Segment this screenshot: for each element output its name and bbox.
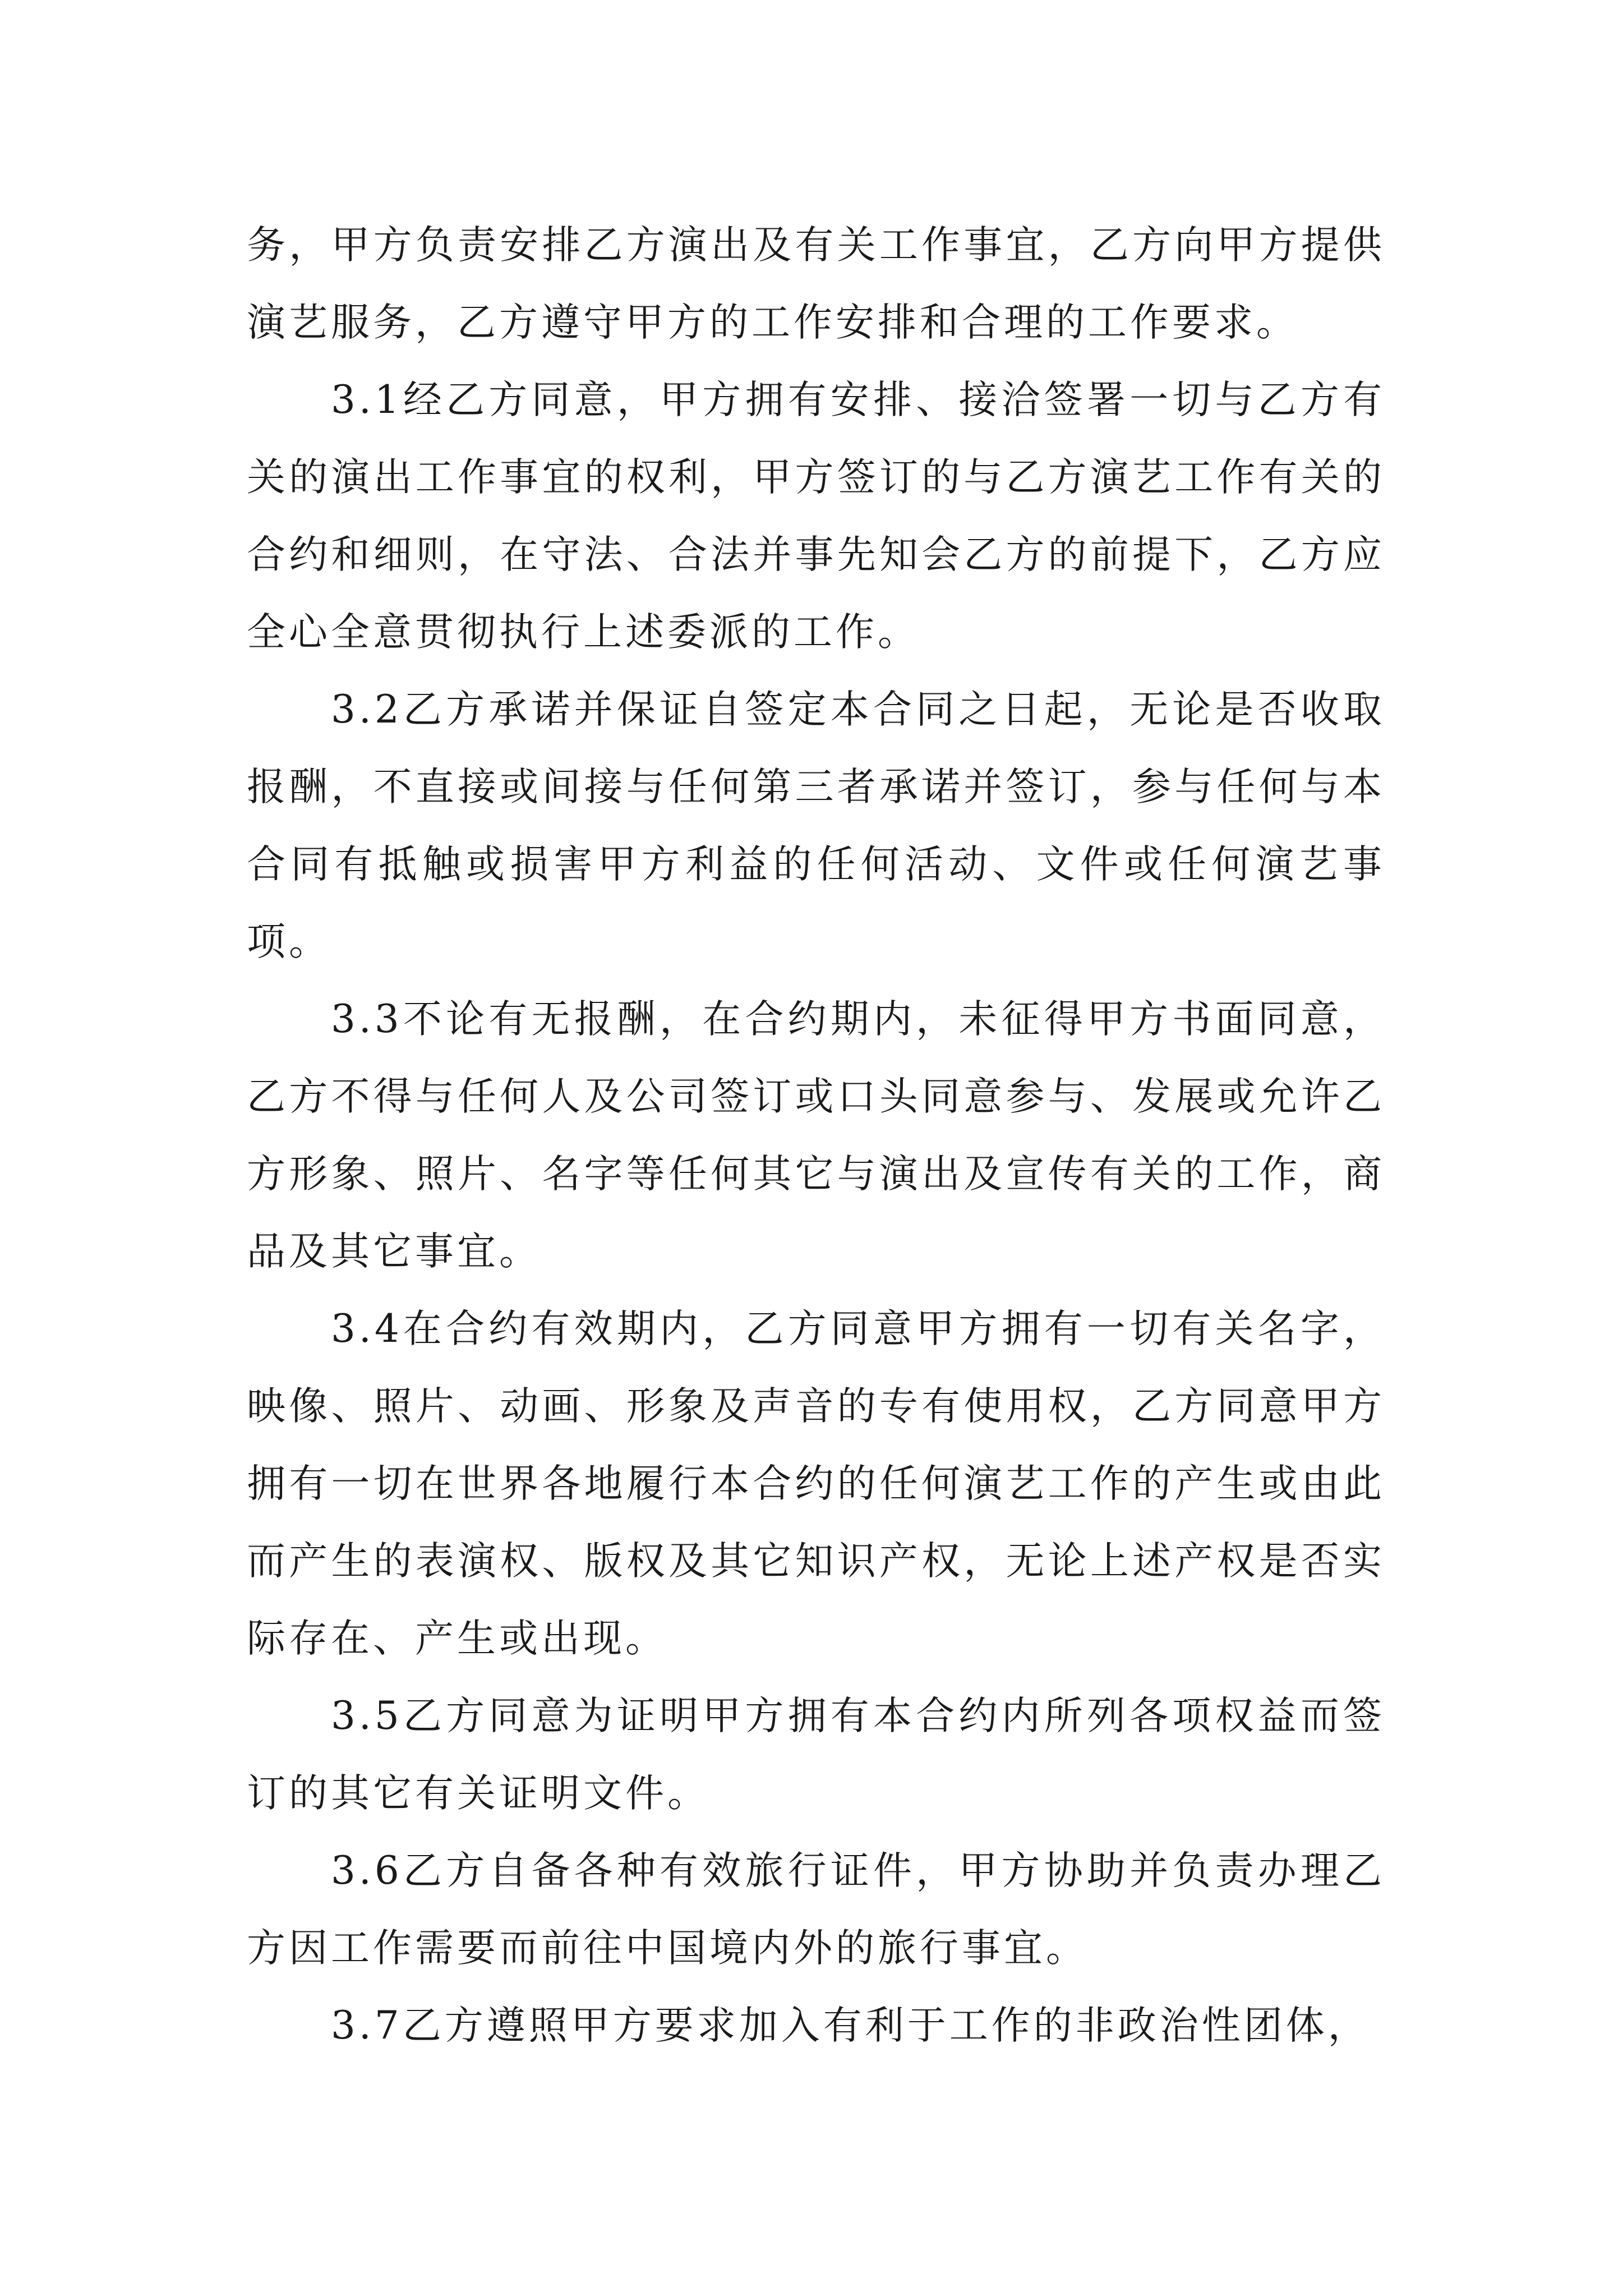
clause-3-4: 3.4在合约有效期内，乙方同意甲方拥有一切有关名字，映像、照片、动画、形象及声音的专有使用权，乙方同意甲方拥有一切在世界各地履行本合约的任何演艺工作的产生或由此而产生的表演权、版权及其它知识产权，无论上述产权是否实际存在、产生或出现。 — [247, 1306, 1385, 1661]
clause-3-1: 3.1经乙方同意，甲方拥有安排、接洽签署一切与乙方有关的演出工作事宜的权利，甲方签订的与乙方演艺工作有关的合约和细则，在守法、合法并事先知会乙方的前提下，乙方应全心全意贯彻执行上述委派的工作。 — [247, 378, 1385, 655]
clause-3-6: 3.6乙方自备各种有效旅行证件，甲方协助并负责办理乙方因工作需要而前往中国境内外的旅行事宜。 — [247, 1848, 1385, 1971]
paragraph-continuation: 务，甲方负责安排乙方演出及有关工作事宜，乙方向甲方提供演艺服务，乙方遵守甲方的工作安排和合理的工作要求。 — [247, 223, 1385, 345]
clause-3-7: 3.7乙方遵照甲方要求加入有利于工作的非政治性团体， — [331, 2003, 1370, 2048]
document-body — [247, 206, 1385, 2064]
clause-3-5: 3.5乙方同意为证明甲方拥有本合约内所列各项权益而签订的其它有关证明文件。 — [247, 1694, 1385, 1816]
clause-3-3: 3.3不论有无报酬，在合约期内，未征得甲方书面同意，乙方不得与任何人及公司签订或口头同意参与、发展或允许乙方形象、照片、名字等任何其它与演出及宣传有关的工作，商品及其它事宜。 — [247, 997, 1385, 1274]
clause-3-2: 3.2乙方承诺并保证自签定本合同之日起，无论是否收取报酬，不直接或间接与任何第三者承诺并签订，参与任何与本合同有抵触或损害甲方利益的任何活动、文件或任何演艺事项。 — [247, 687, 1385, 964]
